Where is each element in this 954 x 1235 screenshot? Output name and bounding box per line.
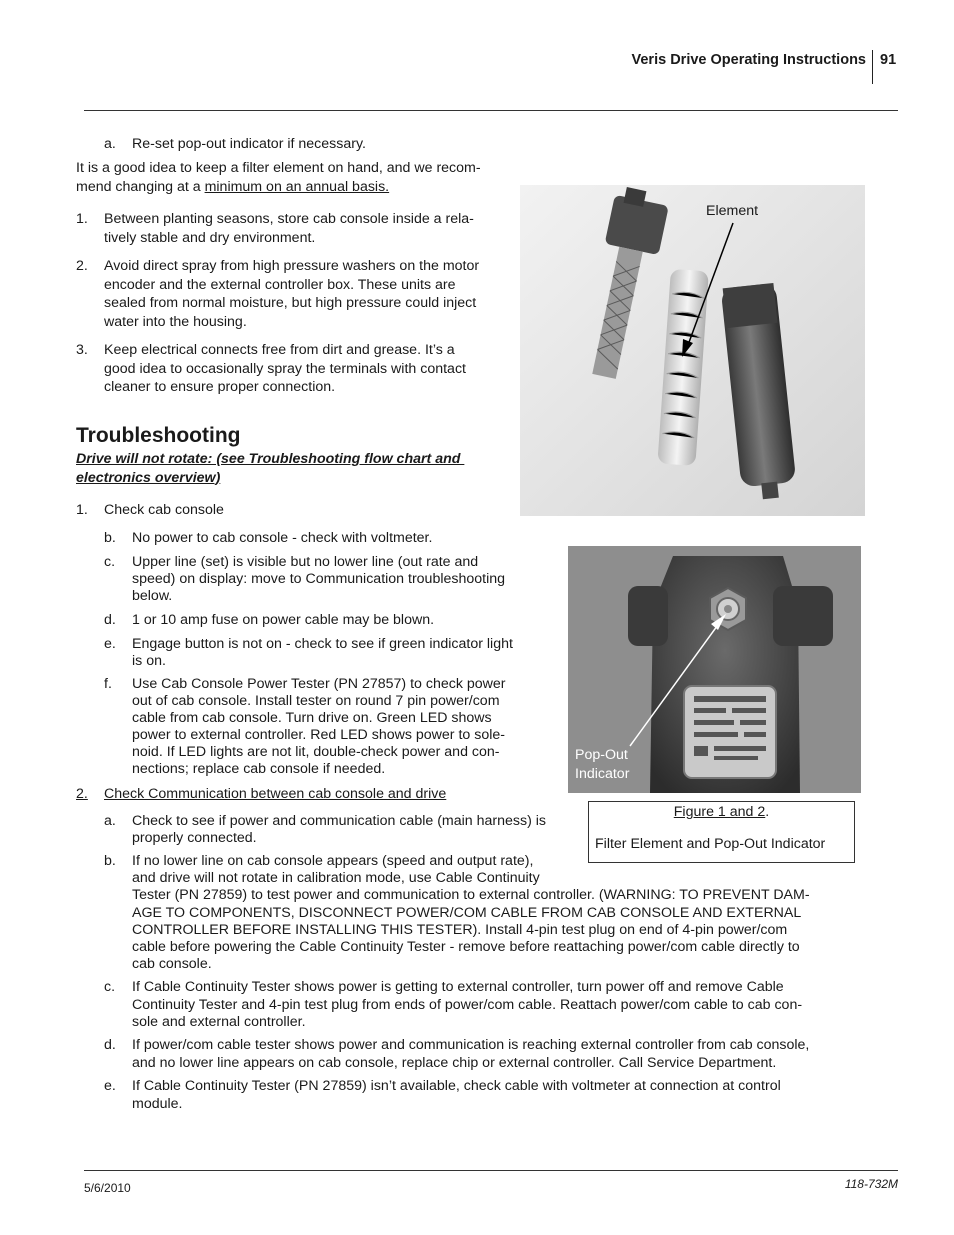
item-text: Check cab console [104,502,224,518]
item-line: If Cable Continuity Tester (PN 27859) isn’t available, check cable with voltmeter at connection at control [132,1078,781,1094]
item-line: CONTROLLER BEFORE INSTALLING THIS TESTER). Install 4-pin test plug on end of 4-pin power/com [132,921,788,938]
element-label: Element [706,203,759,219]
pop-out-indicator-photo [568,546,861,793]
item-marker: e. [104,636,116,652]
item-line: Upper line (set) is visible but no lower line (out rate and [132,554,479,570]
section-heading: Troubleshooting [76,424,241,447]
item-line: cleaner to ensure proper connection. [104,379,336,395]
item-line: out of cab console. Install tester on round 7 pin power/com [132,693,500,709]
filter-line-2-text: mend changing at a [76,178,205,195]
header-divider [872,50,873,84]
item-marker: c. [104,979,116,995]
item-line: If Cable Continuity Tester shows power is getting to external controller, turn power off and remove Cable [132,979,784,995]
item-line: AGE TO COMPONENTS, DISCONNECT POWER/COM CABLE FROM CAB CONSOLE AND EXTERNAL [132,904,802,921]
item-line: noid. If LED lights are not lit, double-check power and con- [132,744,500,760]
item-line: cable from cab console. Turn drive on. Green LED shows [132,710,492,726]
item-line: If power/com cable tester shows power and communication is reaching external controller from cab console, [132,1037,810,1053]
figure-caption-period: . [765,804,770,820]
item-marker: 2. [76,258,88,274]
item-line: Continuity Tester and 4-pin test plug from ends of power/com cable. Reattach power/com cable to cab con- [132,996,803,1013]
item-line: cab console. [132,956,212,973]
item-line: and no lower line appears on cab console, replace chip or external controller. Call Service Department. [132,1054,777,1071]
footer-doc-number: 118-732M [844,1177,898,1191]
pop-out-arrow [568,546,861,793]
pop-out-label-line-1: Pop-Out [575,747,628,763]
item-line: Between planting seasons, store cab console inside a rela- [104,211,474,227]
filter-line-2 [76,179,481,197]
pop-out-label-line-2: Indicator [575,766,630,782]
section-subheading [76,451,516,487]
item-marker: f. [104,676,112,692]
figure-caption-text: Filter Element and Pop-Out Indicator [595,836,826,852]
item-line: and drive will not rotate in calibration mode, use Cable Continuity [132,870,540,887]
item-marker: e. [104,1078,116,1094]
running-header-title: Veris Drive Operating Instructions [631,52,866,68]
item-line: below. [132,588,173,604]
bottom-rule [84,1170,898,1171]
filter-line-1: It is a good idea to keep a filter element on hand, and we recom- [76,160,481,176]
item-line: is on. [132,653,166,669]
top-rule [84,110,898,111]
item-line: water into the housing. [104,313,247,330]
item-line: sole and external controller. [132,1014,306,1030]
item-line: No power to cab console - check with voltmeter. [132,530,433,546]
item-line: If no lower line on cab console appears (speed and output rate), [132,853,534,869]
item-marker: d. [104,612,116,628]
item-line: nections; replace cab console if needed. [132,761,386,777]
item-marker: 3. [76,342,88,358]
item-marker: b. [104,853,116,869]
item-marker: 1. [76,211,88,227]
item-marker: a. [104,813,116,829]
annual-basis-text: minimum on an annual basis. [204,178,390,195]
page-number: 91 [880,52,897,68]
item-text: Check Communication between cab console and drive [104,786,447,802]
item-text: Re-set pop-out indicator if necessary. [132,136,366,152]
figure-caption-title [589,804,854,822]
item-line: Use Cab Console Power Tester (PN 27857) to check power [132,676,506,692]
filter-paragraph [76,160,481,196]
item-line: tively stable and dry environment. [104,229,316,246]
item-line: power to external controller. Red LED shows power to sole- [132,727,505,743]
item-line: Tester (PN 27859) to test power and communication to external controller. (WARNING: TO PREVENT DAM- [132,887,810,904]
item-line: properly connected. [132,830,257,846]
item-line: good idea to occasionally spray the terminals with contact [104,360,466,377]
item-line: module. [132,1095,183,1112]
item-marker: a. [104,136,116,152]
item-line: Check to see if power and communication cable (main harness) is [132,813,546,829]
item-marker: 1. [76,502,88,518]
subheading-line-1: Drive will not rotate: (see Troubleshooting flow chart and [76,451,465,467]
item-line: Engage button is not on - check to see if green indicator light [132,636,513,652]
figure-caption-box [588,801,855,863]
footer-date: 5/6/2010 [84,1181,131,1195]
item-line: speed) on display: move to Communication troubleshooting [132,571,506,587]
element-arrow [520,185,865,516]
item-line: 1 or 10 amp fuse on power cable may be blown. [132,612,435,628]
item-marker: b. [104,530,116,546]
item-line: Avoid direct spray from high pressure washers on the motor [104,258,480,274]
item-marker: d. [104,1037,116,1053]
figure-caption-link: Figure 1 and 2 [673,804,766,820]
item-marker: 2. [76,786,88,802]
subheading-line-2: electronics overview) [76,469,221,486]
item-line: cable before powering the Cable Continuity Tester - remove before reattaching power/com cable directly to [132,939,800,956]
filter-element-photo [520,185,865,516]
item-line: sealed from normal moisture, but high pressure could inject [104,295,477,311]
item-line: Keep electrical connects free from dirt and grease. It’s a [104,342,455,358]
item-marker: c. [104,554,116,570]
item-line: encoder and the external controller box. These units are [104,276,456,293]
